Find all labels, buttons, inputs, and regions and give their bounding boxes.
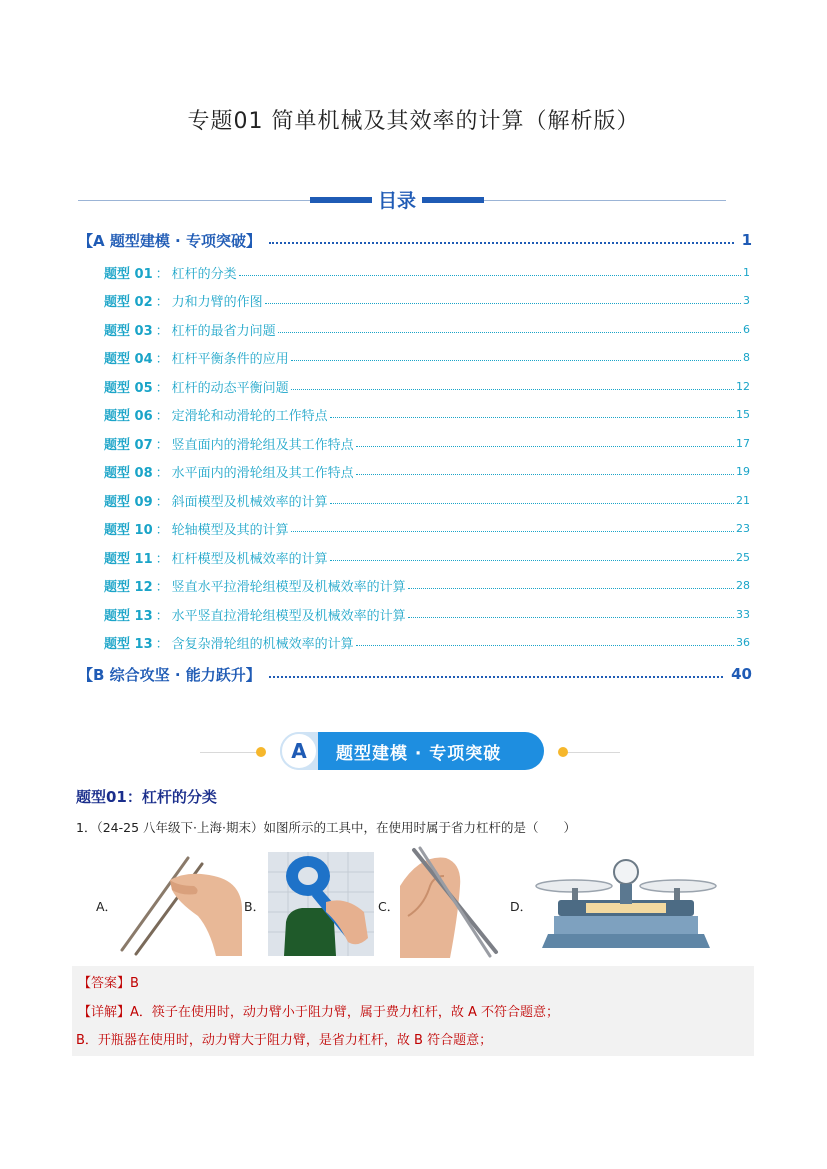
toc-entry-item[interactable] [104, 262, 750, 282]
section-banner [200, 730, 620, 774]
toc-leader-dots [330, 503, 734, 504]
toc-item-text: 轮轴模型及其的计算 [171, 523, 289, 538]
toc-entry-item[interactable] [104, 576, 750, 596]
toc-item-separator: ： [155, 352, 169, 367]
option-label-b: B． [244, 899, 266, 914]
banner-pill [280, 732, 544, 770]
toc-item-code: 题型 08 [104, 466, 153, 481]
toc-item-code: 题型 13 [104, 637, 153, 652]
toc-entry-item[interactable] [104, 376, 750, 396]
toc-item-code: 题型 11 [104, 551, 153, 567]
toc-entry-text: 【B 综合攻坚 · 能力跃升】 [78, 665, 261, 684]
toc-leader-dots [408, 617, 734, 618]
toc-item-page: 28 [736, 579, 750, 592]
toc-item-text: 杠杆的最省力问题 [171, 323, 276, 339]
toc-entry-item[interactable] [104, 633, 750, 653]
toc-entry-text: 【A 题型建模 · 专项突破】 [78, 231, 261, 250]
toc-item-text: 竖直面内的滑轮组及其工作特点 [171, 437, 354, 453]
toc-item-text: 水平面内的滑轮组及其工作特点 [171, 466, 354, 481]
toc-item-separator: ： [155, 637, 169, 652]
toc-item-code: 题型 07 [104, 437, 153, 453]
toc-item-code: 题型 04 [104, 352, 153, 367]
bottle-opener-image [268, 852, 374, 956]
toc-item-page: 1 [743, 265, 750, 279]
toc-entry-item[interactable] [104, 604, 750, 624]
toc-leader-dots [291, 389, 734, 390]
toc-item-page: 23 [736, 522, 750, 535]
toc-leader-dots [330, 417, 734, 418]
toc-entry-item[interactable] [104, 291, 750, 311]
toc-item-separator: ： [155, 551, 169, 567]
toc-item-separator: ： [155, 466, 169, 481]
toc-item-page: 21 [736, 493, 750, 507]
toc-leader-dots [408, 588, 734, 589]
toc-leader-dots [356, 474, 734, 475]
chopsticks-image [118, 850, 242, 956]
toc-item-text: 定滑轮和动滑轮的工作特点 [171, 409, 328, 424]
option-label-d: D． [510, 899, 533, 914]
option-label-c: C． [378, 899, 400, 914]
toc-header-bar-left [310, 197, 372, 203]
toc-item-separator: ： [155, 380, 169, 396]
toc-item-text: 力和力臂的作图 [171, 295, 263, 310]
toc-item-separator: ： [155, 295, 169, 310]
toc-leader-dots [269, 242, 734, 244]
toc-item-code: 题型 10 [104, 523, 153, 538]
toc-item-text: 含复杂滑轮组的机械效率的计算 [171, 637, 354, 652]
banner-dot-right [558, 747, 568, 757]
toc-header-label: 目录 [372, 186, 422, 213]
toc-item-separator: ： [155, 494, 169, 510]
toc-item-separator: ： [155, 266, 169, 282]
toc-item-page: 6 [743, 322, 750, 336]
toc-item-page: 12 [736, 379, 750, 393]
toc-leader-dots [330, 560, 734, 561]
banner-letter: A [280, 732, 318, 770]
answer-line: 【答案】B [78, 976, 139, 991]
toc-entry-item[interactable] [104, 348, 750, 368]
detail-line-1: 【详解】A．筷子在使用时，动力臂小于阻力臂，属于费力杠杆，故 A 不符合题意； [78, 1005, 560, 1020]
toc-leader-dots [291, 531, 734, 532]
toc-item-code: 题型 05 [104, 380, 153, 396]
option-label-a: A． [96, 899, 118, 914]
toc-entry-item[interactable] [104, 490, 750, 510]
toc-item-separator: ： [155, 323, 169, 339]
toc-item-text: 杠杆平衡条件的应用 [171, 352, 289, 367]
toc-item-page: 19 [736, 465, 750, 478]
toc-item-code: 题型 09 [104, 494, 153, 510]
toc-leader-dots [291, 360, 741, 361]
toc-leader-dots [269, 676, 723, 678]
toc-entry-item[interactable] [104, 405, 750, 425]
toc-entry-item[interactable] [104, 519, 750, 539]
detail-line-2: B．开瓶器在使用时，动力臂大于阻力臂，是省力杠杆，故 B 符合题意； [76, 1033, 493, 1048]
toc-item-separator: ： [155, 580, 169, 595]
toc-leader-dots [265, 303, 741, 304]
toc-leader-dots [356, 645, 734, 646]
toc-leader-dots [239, 275, 741, 276]
toc-item-page: 15 [736, 408, 750, 421]
toc-item-separator: ： [155, 523, 169, 538]
toc-item-code: 题型 03 [104, 323, 153, 339]
toc-header-bar-right [422, 197, 484, 203]
toc-item-text: 杠杆的动态平衡问题 [171, 380, 289, 396]
toc-item-page: 8 [743, 351, 750, 364]
toc-entry-page: 1 [741, 231, 752, 249]
banner-dot-left [256, 747, 266, 757]
toc-entry-item[interactable] [104, 319, 750, 339]
balance-scale-image [534, 848, 718, 952]
toc-item-code: 题型 12 [104, 580, 153, 595]
toc-item-code: 题型 01 [104, 266, 153, 282]
toc-item-code: 题型 02 [104, 295, 153, 310]
toc-item-text: 斜面模型及机械效率的计算 [171, 494, 328, 510]
question-text: 1．（24-25 八年级下·上海·期末）如图所示的工具中，在使用时属于省力杠杆的是（ ） [76, 820, 576, 835]
toc-leader-dots [278, 332, 741, 333]
toc-item-separator: ： [155, 409, 169, 424]
toc-entry-item[interactable] [104, 462, 750, 482]
toc-item-text: 水平竖直拉滑轮组模型及机械效率的计算 [171, 608, 406, 624]
toc-entry-item[interactable] [104, 547, 750, 567]
tweezers-image [400, 846, 500, 958]
toc-leader-dots [356, 446, 734, 447]
banner-line-left [200, 752, 260, 753]
toc-item-code: 题型 06 [104, 409, 153, 424]
toc-item-separator: ： [155, 608, 169, 624]
toc-item-page: 17 [736, 436, 750, 450]
banner-line-right [562, 752, 620, 753]
toc-item-text: 竖直水平拉滑轮组模型及机械效率的计算 [171, 580, 406, 595]
toc-item-page: 33 [736, 607, 750, 621]
toc-header [78, 186, 726, 214]
question-type-heading: 题型01：杠杆的分类 [76, 788, 217, 806]
toc-item-code: 题型 13 [104, 608, 153, 624]
toc-entry-section-b[interactable] [78, 662, 752, 686]
toc-item-text: 杠杆的分类 [171, 266, 237, 282]
toc-entry-item[interactable] [104, 433, 750, 453]
banner-text: 题型建模 · 专项突破 [318, 732, 544, 770]
toc-item-separator: ： [155, 437, 169, 453]
page-title: 专题01 简单机械及其效率的计算（解析版） [187, 109, 640, 134]
toc-entry-section-a[interactable] [78, 228, 752, 252]
toc-item-page: 3 [743, 294, 750, 307]
toc-entry-page: 40 [731, 665, 752, 683]
toc-item-text: 杠杆模型及机械效率的计算 [171, 551, 328, 567]
toc-item-page: 25 [736, 550, 750, 564]
toc-item-page: 36 [736, 636, 750, 649]
